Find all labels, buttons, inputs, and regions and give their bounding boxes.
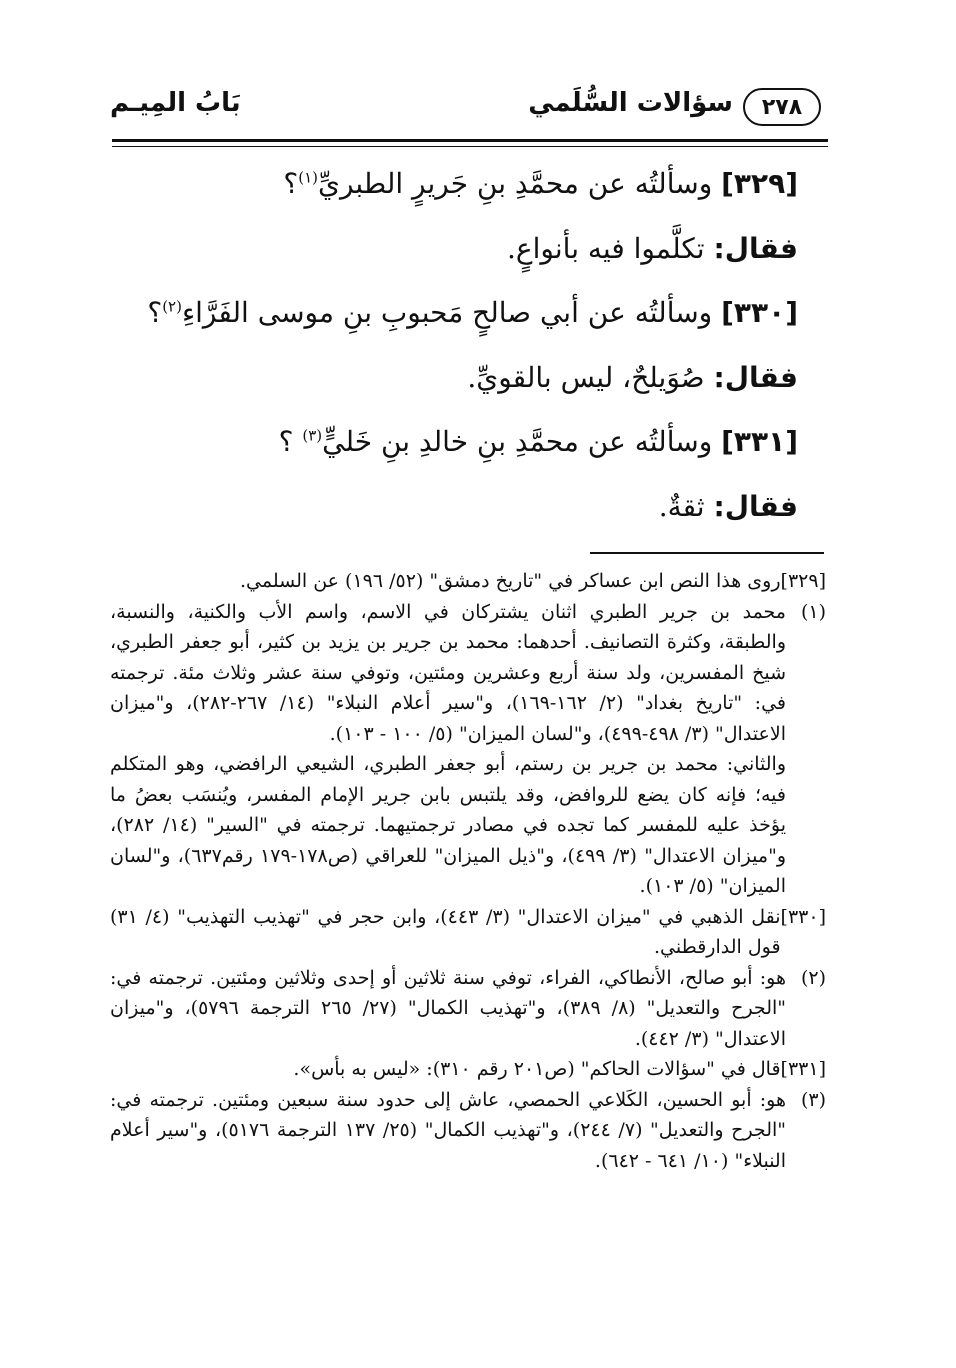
question-text: وسألتُه عن محمَّدِ بنِ جَريرٍ الطبريِّ — [318, 167, 713, 200]
footnote-separator — [590, 552, 824, 554]
answer-label: فقال: — [713, 360, 798, 394]
answer-text: صُوَيلحٌ، ليس بالقويِّ. — [467, 360, 705, 394]
footnote-text: محمد بن جرير الطبري اثنان يشتركان في الاسم، واسم الأب والكنية، والنسبة، والطبقة، وكثرة التصانيف. أحدهما: محمد بن جرير بن يزيد بن كثير، أبو جعفر الطبري، شيخ المفسرين، ولد سنة أربع وعشرين ومئتين، وتوفي سنة عشر وثلاث مئة. ترجمته في: "تاريخ بغداد" (٢/ ١٦٢-١٦٩)، و"سير أعلام النبلاء" (١٤/ ٢٦٧-٢٨٢)، و"ميزان الاعتدال" (٣/ ٤٩٨-٤٩٩)، و"لسان الميزان" (٥/ ١٠٠ - ١٠٣). — [110, 600, 786, 745]
footnote-ref: (٣) — [302, 426, 323, 445]
entry-331-question — [110, 410, 798, 475]
chapter-title: بَابُ المِيـم — [110, 88, 241, 118]
book-title: سؤالات السُّلَمي — [528, 88, 733, 118]
footnotes — [110, 566, 826, 1176]
footnote-mark: [٣٣١] — [780, 1058, 826, 1080]
answer-text: ثقةٌ. — [658, 489, 705, 523]
question-end: ؟ — [278, 425, 303, 458]
running-header — [110, 78, 821, 126]
answer-text: تكلَّموا فيه بأنواعٍ. — [507, 231, 705, 265]
footnote-mark: (٣) — [800, 1088, 826, 1111]
footnote-331 — [110, 1054, 826, 1085]
footnote-text: والثاني: محمد بن جرير بن رستم، أبو جعفر الطبري، الشيعي الرافضي، وهو المتكلم فيه؛ فإنه كان يضع للروافض، وقد يلتبس بابن جرير الإمام المفسر، ويُنسَب بعضُ ما يؤخذ عليه للمفسر كما تجده في مصادر ترجمتيهما. ترجمته في "السير" (١٤/ ٢٨٢)، و"ميزان الاعتدال" (٣/ ٤٩٩)، و"ذيل الميزان" للعراقي (ص١٧٨-١٧٩ رقم٦٣٧)، و"لسان الميزان" (٥/ ١٠٣). — [110, 753, 786, 897]
main-text — [110, 152, 798, 539]
footnote-mark: (٢) — [800, 966, 826, 989]
question-end: ؟ — [147, 296, 163, 329]
header-rule-thin — [112, 146, 828, 147]
entry-number: [٣٣٠] — [721, 296, 798, 329]
footnote-text: روى هذا النص ابن عساكر في "تاريخ دمشق" (٥٢/ ١٩٦) عن السلمي. — [239, 570, 781, 592]
entry-number: [٣٣١] — [721, 425, 798, 458]
footnote-ref: (٢) — [162, 297, 182, 316]
header-rule-thick — [112, 139, 828, 142]
entry-329-answer — [110, 217, 798, 282]
entry-330-question — [110, 281, 798, 346]
question-text: وسألتُه عن أبي صالحٍ مَحبوبِ بنِ موسى الفَرَّاءِ — [181, 296, 713, 329]
question-end: ؟ — [283, 167, 299, 200]
answer-label: فقال: — [713, 231, 798, 265]
entry-330-answer — [110, 346, 798, 411]
footnote-text: نقل الذهبي في "ميزان الاعتدال" (٣/ ٤٤٣)، وابن حجر في "تهذيب التهذيب" (٤/ ٣١) قول الدارقطني. — [110, 905, 781, 958]
footnote-2 — [110, 963, 826, 1055]
footnote-3 — [110, 1085, 826, 1177]
entry-number: [٣٢٩] — [721, 167, 798, 200]
footnote-1 — [110, 597, 826, 902]
footnote-ref: (١) — [298, 168, 319, 187]
footnote-mark: [٣٢٩] — [780, 570, 826, 592]
entry-329-question — [110, 152, 798, 217]
footnote-mark: (١) — [800, 600, 826, 623]
footnote-329 — [110, 566, 826, 597]
footnote-text: هو: أبو الحسين، الكَلاعي الحمصي، عاش إلى حدود سنة سبعين ومئتين. ترجمته في: "الجرح والتعديل" (٧/ ٢٤٤)، و"تهذيب الكمال" (٢٥/ ١٣٧ الترجمة ٥١٧٦)، و"سير أعلام النبلاء" (١٠/ ٦٤١ - ٦٤٢). — [110, 1088, 786, 1172]
entry-331-answer — [110, 475, 798, 540]
footnote-text: قال في "سؤالات الحاكم" (ص٢٠١ رقم ٣١٠): «ليس به بأس». — [293, 1058, 781, 1080]
page-number: ٢٧٨ — [743, 88, 821, 126]
footnote-mark: [٣٣٠] — [780, 905, 826, 928]
footnote-330 — [110, 902, 826, 963]
footnote-text: هو: أبو صالح، الأنطاكي، الفراء، توفي سنة ثلاثين أو إحدى وثلاثين ومئتين. ترجمته في: "الجرح والتعديل" (٨/ ٣٨٩)، و"تهذيب الكمال" (٢٧/ ٢٦٥ الترجمة ٥٧٩٦)، و"ميزان الاعتدال" (٣/ ٤٤٢). — [110, 966, 786, 1050]
question-text: وسألتُه عن محمَّدِ بنِ خالدِ بنِ خَليٍّ — [322, 425, 713, 458]
answer-label: فقال: — [713, 489, 798, 523]
